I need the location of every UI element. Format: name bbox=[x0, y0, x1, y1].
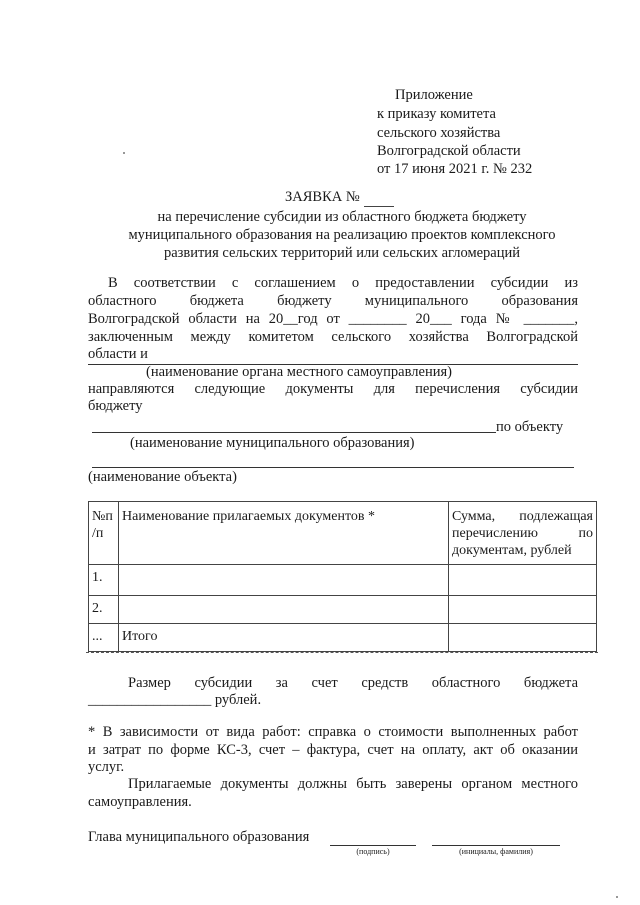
p1-line-2: областного бюджета бюджету муниципального образования bbox=[88, 293, 578, 309]
row-sum bbox=[449, 565, 597, 596]
appendix-line-3: сельского хозяйства bbox=[377, 125, 501, 141]
row-num: 1. bbox=[89, 565, 119, 596]
caption-signature: (подпись) bbox=[356, 847, 390, 856]
row-sum bbox=[449, 596, 597, 624]
cert-line-1: Прилагаемые документы должны быть заверены органом местного bbox=[128, 776, 578, 792]
request-title bbox=[285, 188, 394, 207]
note-line-2: и затрат по форме КС-3, счет – фактура, счет на оплату, акт об оказании bbox=[88, 742, 578, 758]
header-num bbox=[89, 502, 119, 565]
subsidy-line-1: Размер субсидии за счет средств областного бюджета bbox=[128, 675, 578, 691]
p1-line-4: заключенным между комитетом сельского хозяйства Волгоградской bbox=[88, 329, 578, 345]
table-row-total bbox=[89, 624, 597, 652]
header-sum-line-2: перечислению по bbox=[452, 526, 593, 541]
table-bottom-dash bbox=[86, 652, 598, 653]
p2-line-1: направляются следующие документы для перечисления субсидии bbox=[88, 381, 578, 397]
title-sub-1: на перечисление субсидии из областного бюджета бюджету bbox=[157, 209, 527, 225]
name-line bbox=[432, 845, 560, 846]
p1-line-3: Волгоградской области на 20__год от ________ 20___ года № _______, bbox=[88, 311, 578, 327]
appendix-line-5: от 17 июня 2021 г. № 232 bbox=[377, 161, 533, 177]
documents-table bbox=[88, 501, 597, 652]
row-num: ... bbox=[89, 624, 119, 652]
row-num: 2. bbox=[89, 596, 119, 624]
request-title-text: ЗАЯВКА № bbox=[285, 189, 360, 205]
subsidy-line-2: _________________ рублей. bbox=[88, 692, 262, 708]
header-sum-line-3: документам, рублей bbox=[452, 543, 572, 558]
scan-speck bbox=[123, 152, 125, 154]
note-line-3: услуг. bbox=[88, 759, 125, 775]
table-header-row bbox=[89, 502, 597, 565]
row-name bbox=[119, 565, 449, 596]
row-sum bbox=[449, 624, 597, 652]
appendix-line-4: Волгоградской области bbox=[377, 143, 521, 159]
cert-line-2: самоуправления. bbox=[88, 794, 192, 810]
row-name bbox=[119, 596, 449, 624]
caption-municipality: (наименование муниципального образования) bbox=[130, 435, 415, 451]
appendix-line-2: к приказу комитета bbox=[377, 106, 496, 122]
caption-organ: (наименование органа местного самоуправления) bbox=[146, 364, 452, 380]
header-name bbox=[119, 502, 449, 565]
po-obektu-label: по объекту bbox=[496, 419, 564, 435]
header-sum bbox=[449, 502, 597, 565]
caption-object: (наименование объекта) bbox=[88, 469, 237, 485]
header-num-text: №п /п bbox=[92, 509, 113, 541]
municipality-line bbox=[92, 432, 496, 433]
note-line-1: * В зависимости от вида работ: справка о стоимости выполненных работ bbox=[88, 724, 578, 740]
scan-speck bbox=[616, 896, 618, 898]
p1-line-1: В соответствии с соглашением о предоставлении субсидии из bbox=[108, 275, 578, 291]
table-row bbox=[89, 565, 597, 596]
request-number-blank bbox=[364, 188, 394, 207]
title-sub-2: муниципального образования на реализацию проектов комплексного bbox=[128, 227, 556, 243]
title-sub-3: развития сельских территорий или сельских агломераций bbox=[163, 245, 521, 261]
caption-name: (инициалы, фамилия) bbox=[459, 847, 533, 856]
row-name: Итого bbox=[119, 624, 449, 652]
header-sum-line-1: Сумма, подлежащая bbox=[452, 509, 593, 524]
signature-head-label: Глава муниципального образования bbox=[88, 829, 310, 845]
header-name-text: Наименование прилагаемых документов * bbox=[122, 509, 375, 524]
signature-line bbox=[330, 845, 416, 846]
p1-line-5: области и bbox=[88, 346, 148, 362]
appendix-line-1: Приложение bbox=[395, 87, 473, 103]
table-row bbox=[89, 596, 597, 624]
p2-line-2: бюджету bbox=[88, 398, 143, 414]
